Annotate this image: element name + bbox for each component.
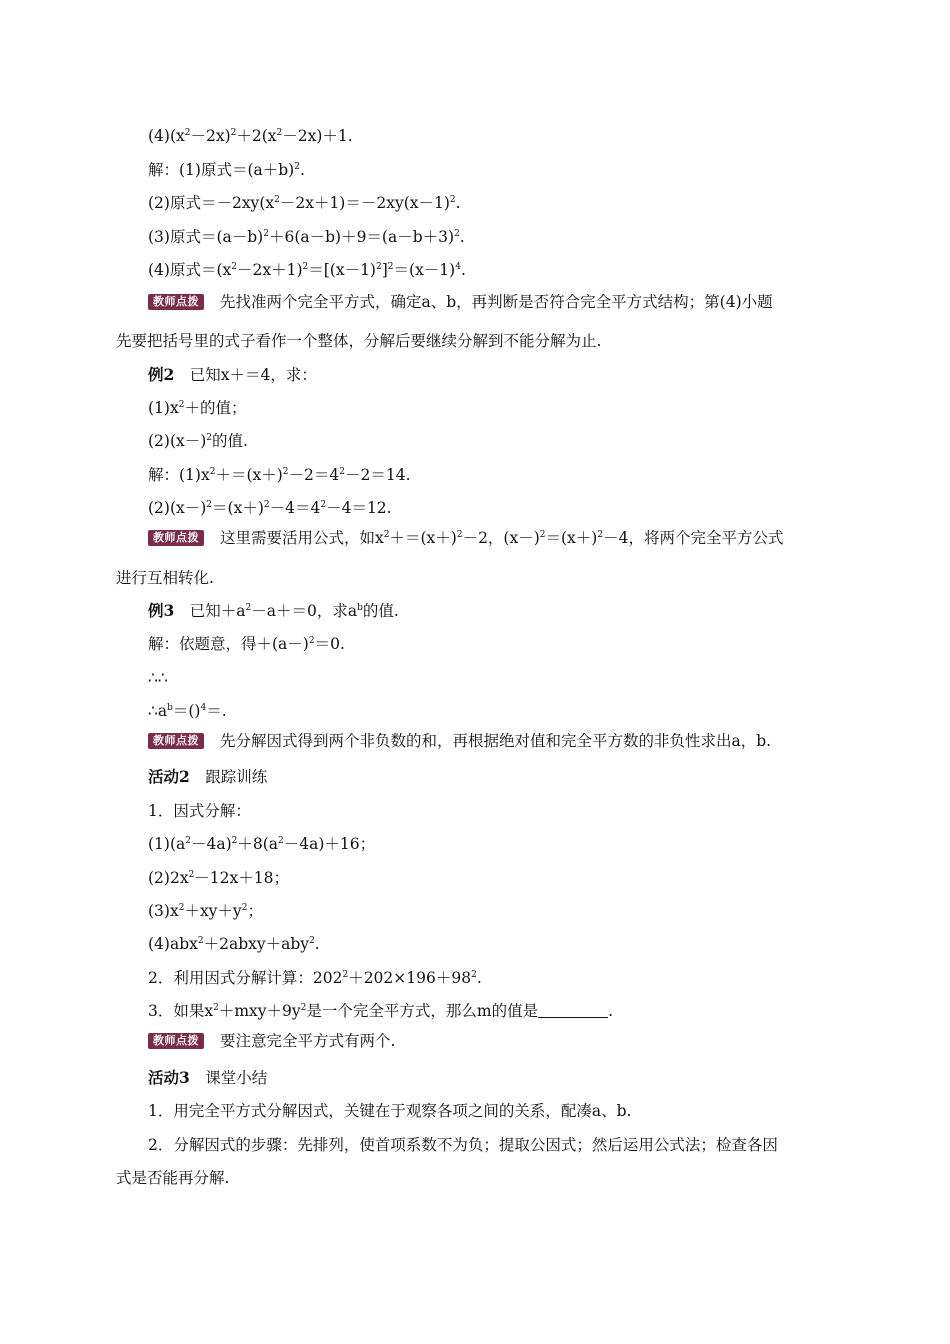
exponent: 2	[454, 229, 460, 239]
teacher-tip-1-continued	[116, 331, 601, 351]
exponent: 2	[339, 467, 345, 477]
tip-text: ＝(x＋)	[545, 529, 598, 547]
text: ＝(x－1)	[393, 261, 456, 279]
text: －2＝4	[288, 466, 340, 484]
example-3-heading	[148, 601, 399, 621]
activity-label: 活动2	[148, 767, 190, 786]
practice-1-question-4	[148, 934, 320, 954]
example-2-heading	[148, 365, 317, 385]
exponent: b	[167, 703, 173, 713]
text: ＝()	[172, 702, 201, 720]
exponent: 2	[308, 636, 315, 646]
text: ＋2abxy＋aby	[203, 935, 310, 953]
answer-blank	[538, 1003, 608, 1018]
teacher-tip-badge: 教师点拨	[148, 1033, 204, 1049]
text: (3)x	[148, 902, 179, 920]
text: 是一个完全平方式，那么m的值是	[306, 1002, 539, 1020]
teacher-tip-4	[148, 1031, 395, 1051]
text: 2．分解因式的步骤：先排列，使首项系数不为负；提取公因式；然后运用公式法；检查各因	[148, 1136, 778, 1154]
activity-2-heading	[148, 767, 267, 787]
text: －a＋＝0，求a	[251, 602, 358, 620]
text: 3．如果x	[148, 1002, 214, 1020]
teacher-tip-2-continued	[116, 568, 214, 588]
exponent: 2	[206, 500, 213, 510]
text: .	[314, 935, 320, 953]
text: 的值.	[212, 432, 248, 450]
exponent: 2	[320, 500, 327, 510]
exponent: 2	[375, 262, 382, 272]
practice-1-question-3	[148, 901, 263, 921]
tip-text: 进行互相转化.	[116, 569, 214, 587]
tip-text: 先要把括号里的式子看作一个整体，分解后要继续分解到不能分解为止.	[116, 332, 602, 350]
exponent: 2	[278, 836, 284, 846]
summary-2	[148, 1135, 778, 1155]
text: ＋＝(x＋)	[215, 466, 283, 484]
exponent: 2	[539, 530, 546, 540]
exponent: 2	[263, 500, 270, 510]
text: ＋xy＋y	[184, 902, 242, 920]
teacher-tip-badge: 教师点拨	[148, 733, 204, 749]
practice-1-question-2	[148, 868, 289, 888]
example-2-solution-2	[148, 498, 392, 518]
example-3-solution-1	[148, 634, 345, 654]
text: .	[299, 161, 305, 179]
text: ＋2(x	[236, 127, 277, 145]
text: ∴a	[148, 702, 168, 720]
text: 解：(1)x	[148, 466, 210, 484]
exponent: 2	[206, 433, 213, 443]
exponent: 2	[178, 400, 185, 410]
exponent: 2	[597, 530, 604, 540]
activity-label: 活动3	[148, 1068, 190, 1087]
tip-text: 要注意完全平方式有两个.	[220, 1032, 396, 1050]
text: －4a)	[190, 835, 232, 853]
text: －2x＋1)＝－2xy(x－1)	[279, 194, 450, 212]
text: 1．用完全平方式分解因式，关键在于观察各项之间的关系，配凑a、b.	[148, 1102, 632, 1120]
text: 课堂小结	[189, 1069, 268, 1087]
practice-2	[148, 968, 482, 988]
exponent: 2	[302, 262, 309, 272]
exponent: 2	[230, 128, 237, 138]
tip-text: －2，(x－)	[462, 529, 540, 547]
text: ]	[381, 261, 388, 279]
tip-text: 这里需要活用公式，如x	[220, 529, 384, 547]
exponent: 2	[449, 195, 456, 205]
text: (4)原式＝(x	[148, 261, 232, 279]
exponent: 2	[282, 467, 289, 477]
tip-text: 先分解因式得到两个非负数的和，再根据绝对值和完全平方数的非负性求出a，b.	[220, 732, 772, 750]
example-2-solution-1	[148, 465, 411, 485]
example-3-solution-3	[148, 701, 227, 721]
text: (2)2x	[148, 869, 189, 887]
activity-3-heading	[148, 1068, 267, 1088]
therefore-symbols: ∴∴	[148, 669, 168, 687]
example-2-question-1	[148, 398, 246, 418]
text: －2x)	[190, 127, 231, 145]
solution-2	[148, 193, 461, 213]
exponent: 2	[387, 262, 394, 272]
exponent: 2	[188, 870, 195, 880]
solution-4	[148, 260, 466, 280]
text: ＋6(a－b)＋9＝(a－b＋3)	[268, 228, 455, 246]
summary-2-continued	[116, 1168, 229, 1188]
exponent: 2	[231, 262, 237, 272]
teacher-tip-2	[148, 528, 783, 548]
text: 1．因式分解：	[148, 802, 251, 820]
exponent: 2	[383, 530, 390, 540]
text: －4＝12.	[326, 499, 392, 517]
text: －4＝4	[269, 499, 321, 517]
text: 解：(1)原式＝(a＋b)	[148, 161, 295, 179]
tip-text: 先找准两个完全平方式，确定a、b，再判断是否符合完全平方式结构；第(4)小题	[220, 293, 773, 311]
exponent: 2	[209, 467, 216, 477]
teacher-tip-badge: 教师点拨	[148, 530, 204, 546]
exponent: 2	[276, 128, 283, 138]
text: (1)x	[148, 399, 179, 417]
exponent: 2	[471, 970, 477, 980]
text: ；	[247, 902, 263, 920]
text: －2x＋1)	[236, 261, 303, 279]
exponent: 2	[274, 195, 280, 205]
text: (3)原式＝(a－b)	[148, 228, 264, 246]
text: 的值.	[362, 602, 399, 620]
example-3-solution-2	[148, 668, 168, 688]
exponent: 2	[300, 1003, 307, 1013]
text: .	[476, 969, 482, 987]
text: ＝(x＋)	[212, 499, 264, 517]
text: (1)(a	[148, 835, 186, 853]
text: 式是否能再分解.	[116, 1169, 230, 1187]
text: 2．利用因式分解计算：202	[148, 969, 343, 987]
text: －4a)＋16；	[283, 835, 376, 853]
text: ＋8(a	[237, 835, 279, 853]
teacher-tip-1	[148, 292, 773, 312]
solution-3	[148, 227, 465, 247]
text: ＋的值；	[184, 399, 247, 417]
exponent: 2	[184, 128, 191, 138]
text: ＝[(x－1)	[308, 261, 376, 279]
text: (2)(x－)	[148, 432, 207, 450]
text: (4)(x	[148, 127, 185, 145]
text: －12x＋18；	[194, 869, 289, 887]
text: －2＝14.	[344, 466, 411, 484]
text: ＝0.	[314, 635, 345, 653]
text: ＋mxy＋9y	[218, 1002, 301, 1020]
exponent: 2	[213, 1003, 219, 1013]
example-label: 例2	[148, 365, 175, 384]
exponent: 2	[456, 530, 463, 540]
practice-1	[148, 801, 251, 821]
exponent: 2	[185, 836, 191, 846]
exponent: 2	[263, 229, 269, 239]
teacher-tip-badge: 教师点拨	[148, 294, 204, 310]
exponent: 4	[200, 703, 207, 713]
exponent: 2	[245, 603, 252, 613]
text: 跟踪训练	[189, 768, 268, 786]
text: －2x)＋1.	[282, 127, 353, 145]
exponent: 2	[231, 836, 238, 846]
problem-4-expression	[148, 126, 353, 146]
text: .	[460, 261, 466, 279]
exponent: 2	[178, 903, 185, 913]
example-label: 例3	[148, 601, 175, 620]
exponent: 2	[241, 903, 248, 913]
teacher-tip-3	[148, 731, 771, 751]
text: 已知x＋＝4，求：	[174, 366, 317, 384]
exponent: 4	[455, 262, 461, 272]
text: 已知＋a	[174, 602, 246, 620]
tip-text: －4，将两个完全平方公式	[603, 529, 784, 547]
text: ＋202×196＋98	[348, 969, 472, 987]
text: .	[455, 194, 461, 212]
tip-text: ＋＝(x＋)	[389, 529, 457, 547]
exponent: 2	[197, 936, 204, 946]
practice-3	[148, 1001, 613, 1021]
summary-1	[148, 1101, 631, 1121]
text: ＝.	[206, 702, 227, 720]
text: 解：依题意，得＋(a－)	[148, 635, 309, 653]
text: .	[608, 1002, 614, 1020]
exponent: 2	[309, 936, 315, 946]
exponent: 2	[294, 162, 300, 172]
text: (2)原式＝－2xy(x	[148, 194, 275, 212]
exponent: 2	[342, 970, 349, 980]
practice-1-question-1	[148, 834, 375, 854]
example-2-question-2	[148, 431, 248, 451]
text: (2)(x－)	[148, 499, 207, 517]
solution-1	[148, 160, 305, 180]
text: (4)abx	[148, 935, 198, 953]
text: .	[459, 228, 465, 246]
exponent: b	[357, 603, 363, 613]
